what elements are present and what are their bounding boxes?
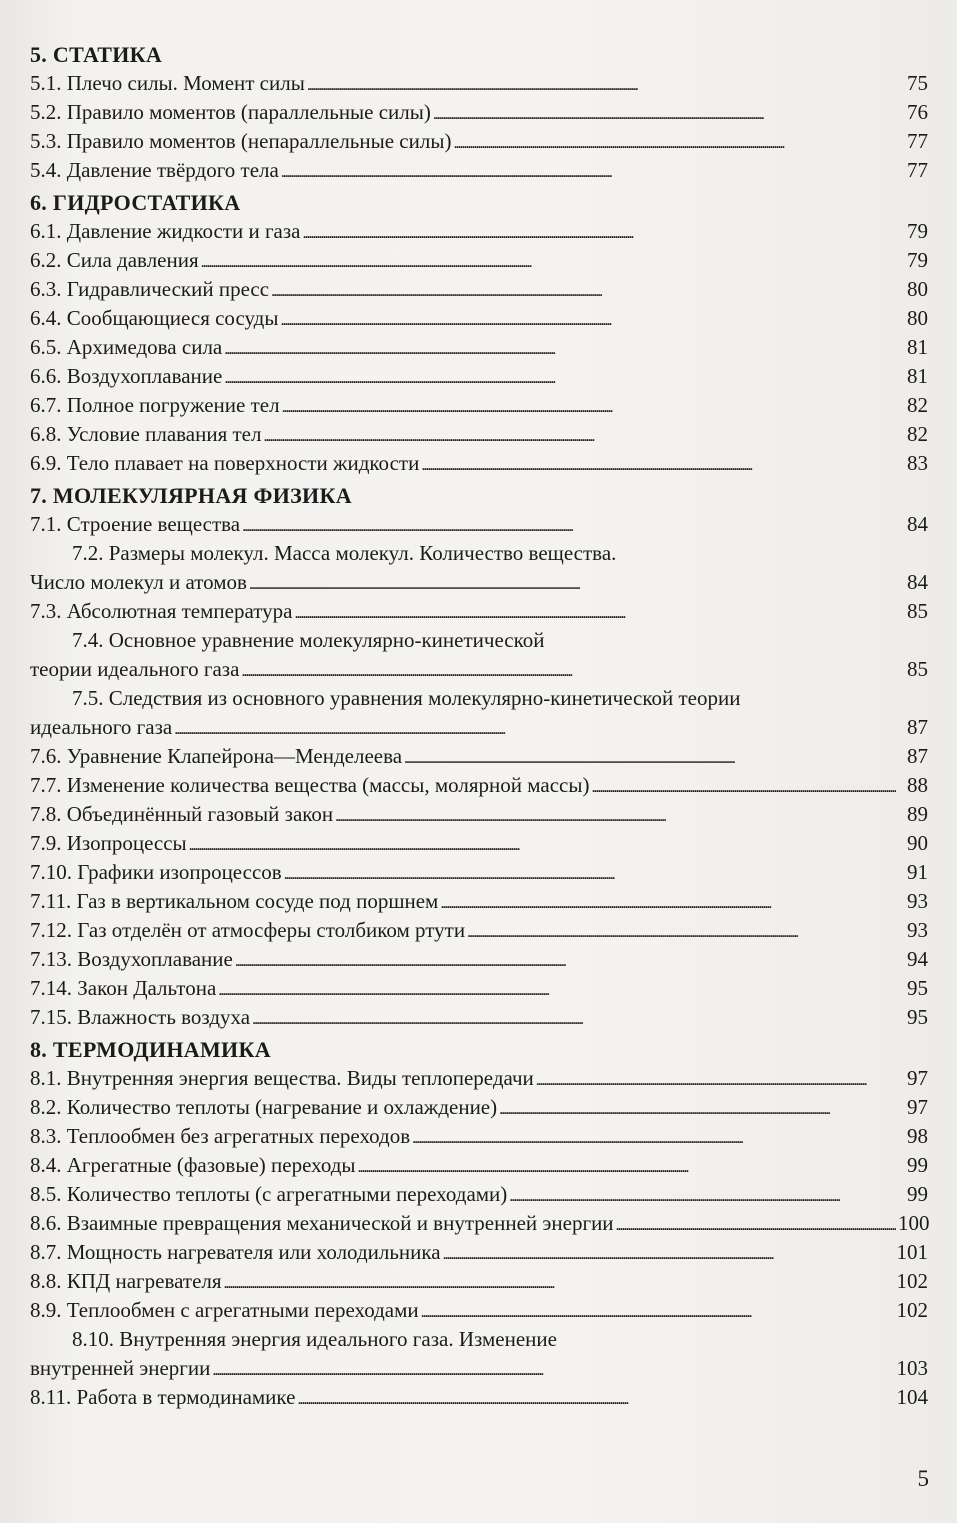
toc-entry-label: внутренней энергии	[30, 1356, 211, 1380]
toc-entry[interactable]	[30, 304, 928, 333]
toc-entry-page: 98	[907, 1124, 928, 1148]
toc-entry-label: 7.9. Изопроцессы	[30, 831, 187, 855]
toc-entry-label: 8.9. Теплообмен с агрегатными переходами	[30, 1298, 419, 1322]
toc-entry[interactable]	[30, 98, 928, 127]
toc-entry[interactable]	[30, 1383, 928, 1412]
toc-entry-label: 6.2. Сила давления	[30, 248, 199, 272]
toc-entry-page: 104	[896, 1385, 928, 1409]
toc-entry[interactable]	[30, 1151, 928, 1180]
toc-entry-page: 75	[907, 71, 928, 95]
toc-entry-label: 7.1. Строение вещества	[30, 512, 241, 536]
toc-entry-label: 7.6. Уравнение Клапейрона—Менделеева	[30, 744, 403, 768]
toc-entry[interactable]	[30, 1064, 928, 1093]
dot-leader	[536, 1064, 896, 1095]
toc-entry-page: 81	[907, 364, 928, 388]
toc-entry-page: 85	[907, 657, 928, 681]
toc-entry-label: 8.2. Количество теплоты (нагревание и охлаждение)	[30, 1095, 498, 1119]
toc-entry-page: 77	[907, 129, 928, 153]
toc-entry-label: 7.15. Влажность воздуха	[30, 1005, 251, 1029]
toc-entry-first-line: 8.10. Внутренняя энергия идеального газа. Изменение	[72, 1327, 557, 1351]
toc-entry-first-line: 7.5. Следствия из основного уравнения молекулярно-кинетической теории	[72, 686, 741, 710]
toc-entry[interactable]	[30, 127, 928, 156]
dot-leader	[282, 391, 896, 422]
toc-entry-page: 97	[907, 1066, 928, 1090]
toc-entry-page: 103	[896, 1356, 928, 1380]
toc-entry-label: 7.7. Изменение количества вещества (массы, молярной массы)	[30, 773, 590, 797]
toc-entry-page: 82	[907, 393, 928, 417]
table-of-contents	[30, 40, 928, 1412]
dot-leader	[242, 510, 896, 541]
dot-leader	[224, 1267, 895, 1298]
toc-entry-label: 8.7. Мощность нагревателя или холодильника	[30, 1240, 441, 1264]
toc-entry-label: теории идеального газа	[30, 657, 240, 681]
toc-entry[interactable]	[30, 1238, 928, 1267]
toc-entry-label: 5.3. Правило моментов (непараллельные силы)	[30, 129, 452, 153]
toc-entry-label: 7.3. Абсолютная температура	[30, 599, 293, 623]
dot-leader	[616, 1209, 896, 1240]
toc-entry-label: 6.4. Сообщающиеся сосуды	[30, 306, 279, 330]
toc-entry-label: 7.13. Воздухоплавание	[30, 947, 233, 971]
toc-entry[interactable]	[30, 713, 928, 742]
dot-leader	[467, 916, 896, 947]
toc-entry[interactable]	[30, 829, 928, 858]
toc-entry-page: 87	[907, 715, 928, 739]
toc-entry-label: 6.5. Архимедова сила	[30, 335, 223, 359]
dot-leader	[284, 858, 896, 889]
toc-entry-label: 8.6. Взаимные превращения механической и внутренней энергии	[30, 1211, 614, 1235]
dot-leader	[294, 597, 896, 628]
toc-entry-label: 8.3. Теплообмен без агрегатных переходов	[30, 1124, 411, 1148]
dot-leader	[249, 568, 896, 599]
section-heading: 6. ГИДРОСТАТИКА	[30, 190, 241, 215]
toc-entry[interactable]	[30, 246, 928, 275]
toc-entry[interactable]	[30, 916, 928, 945]
toc-entry[interactable]	[30, 974, 928, 1003]
toc-entry-first-line: 7.2. Размеры молекул. Масса молекул. Количество вещества.	[72, 541, 617, 565]
toc-entry[interactable]	[30, 597, 928, 626]
dot-leader	[263, 420, 896, 451]
toc-entry[interactable]	[30, 945, 928, 974]
toc-entry-label: 8.5. Количество теплоты (с агрегатными переходами)	[30, 1182, 508, 1206]
toc-entry[interactable]	[30, 1003, 928, 1032]
toc-entry-page: 84	[907, 570, 928, 594]
dot-leader	[412, 1122, 896, 1153]
toc-entry[interactable]	[30, 1122, 928, 1151]
toc-entry-page: 79	[907, 219, 928, 243]
toc-entry[interactable]	[30, 1209, 928, 1238]
dot-leader	[404, 742, 896, 773]
toc-entry-page: 90	[907, 831, 928, 855]
toc-entry[interactable]	[30, 449, 928, 478]
toc-entry-page: 93	[907, 889, 928, 913]
toc-entry-page: 84	[907, 512, 928, 536]
toc-entry-label: 8.11. Работа в термодинамике	[30, 1385, 296, 1409]
page-number: 5	[917, 1466, 929, 1491]
toc-entry-page: 93	[907, 918, 928, 942]
toc-entry-page: 76	[907, 100, 928, 124]
toc-entry-page: 102	[896, 1298, 928, 1322]
toc-entry-page: 83	[907, 451, 928, 475]
toc-entry-page: 101	[896, 1240, 928, 1264]
dot-leader	[281, 156, 896, 187]
dot-leader	[358, 1151, 896, 1182]
dot-leader	[189, 829, 896, 860]
dot-leader	[241, 655, 896, 686]
toc-entry-page: 88	[907, 773, 928, 797]
toc-entry-label: 7.14. Закон Дальтона	[30, 976, 217, 1000]
dot-leader	[201, 246, 896, 277]
toc-entry[interactable]	[30, 800, 928, 829]
dot-leader	[499, 1093, 896, 1124]
toc-entry[interactable]	[30, 217, 928, 246]
toc-entry-label: 5.2. Правило моментов (параллельные силы)	[30, 100, 431, 124]
toc-entry[interactable]	[30, 742, 928, 771]
toc-entry[interactable]	[30, 362, 928, 391]
toc-entry-label: 8.8. КПД нагревателя	[30, 1269, 222, 1293]
dot-leader	[297, 1383, 894, 1414]
dot-leader	[421, 449, 896, 480]
toc-entry-page: 91	[907, 860, 928, 884]
toc-entry-page: 94	[907, 947, 928, 971]
toc-entry-label: 6.8. Условие плавания тел	[30, 422, 262, 446]
toc-entry[interactable]	[30, 1354, 928, 1383]
toc-entry[interactable]	[30, 771, 928, 800]
toc-entry-label: 6.9. Тело плавает на поверхности жидкости	[30, 451, 420, 475]
toc-entry-label: идеального газа	[30, 715, 173, 739]
toc-entry-label: 6.7. Полное погружение тел	[30, 393, 280, 417]
dot-leader	[443, 1238, 895, 1269]
toc-entry-label: 5.4. Давление твёрдого тела	[30, 158, 279, 182]
toc-entry-page: 95	[907, 1005, 928, 1029]
toc-entry-label: 8.1. Внутренняя энергия вещества. Виды теплопередачи	[30, 1066, 534, 1090]
toc-entry-page: 100	[898, 1211, 930, 1235]
toc-entry-page: 97	[907, 1095, 928, 1119]
toc-entry-page: 81	[907, 335, 928, 359]
toc-entry-label: 6.6. Воздухоплавание	[30, 364, 223, 388]
toc-entry-page: 82	[907, 422, 928, 446]
toc-entry-label: 8.4. Агрегатные (фазовые) переходы	[30, 1153, 356, 1177]
toc-entry[interactable]	[30, 1296, 928, 1325]
dot-leader	[591, 771, 896, 802]
dot-leader	[303, 217, 897, 248]
toc-entry[interactable]	[30, 391, 928, 420]
toc-entry-label: 6.3. Гидравлический пресс	[30, 277, 270, 301]
dot-leader	[335, 800, 896, 831]
dot-leader	[509, 1180, 896, 1211]
toc-entry-page: 85	[907, 599, 928, 623]
toc-entry-page: 99	[907, 1153, 928, 1177]
toc-entry[interactable]	[30, 1267, 928, 1296]
toc-entry-label: 7.11. Газ в вертикальном сосуде под поршнем	[30, 889, 439, 913]
toc-entry[interactable]	[30, 568, 928, 597]
dot-leader	[224, 333, 896, 364]
toc-entry[interactable]	[30, 156, 928, 185]
toc-entry[interactable]	[30, 655, 928, 684]
toc-entry-label: Число молекул и атомов	[30, 570, 247, 594]
toc-entry[interactable]	[30, 420, 928, 449]
toc-entry-page: 102	[896, 1269, 928, 1293]
dot-leader	[252, 1003, 896, 1034]
dot-leader	[440, 887, 896, 918]
toc-entry-page: 80	[907, 277, 928, 301]
toc-entry[interactable]	[30, 1093, 928, 1122]
section-heading: 7. МОЛЕКУЛЯРНАЯ ФИЗИКА	[30, 483, 352, 508]
toc-entry[interactable]	[30, 887, 928, 916]
toc-entry-label: 7.8. Объединённый газовый закон	[30, 802, 334, 826]
toc-entry[interactable]	[30, 69, 928, 98]
dot-leader	[280, 304, 896, 335]
dot-leader	[433, 98, 896, 129]
section-heading: 5. СТАТИКА	[30, 42, 163, 67]
toc-entry-page: 80	[907, 306, 928, 330]
dot-leader	[218, 974, 896, 1005]
dot-leader	[271, 275, 896, 306]
dot-leader	[212, 1354, 894, 1385]
toc-entry-page: 87	[907, 744, 928, 768]
toc-entry[interactable]	[30, 1180, 928, 1209]
toc-entry-label: 7.12. Газ отделён от атмосферы столбиком ртути	[30, 918, 466, 942]
toc-entry-page: 79	[907, 248, 928, 272]
dot-leader	[453, 127, 896, 158]
dot-leader	[235, 945, 896, 976]
toc-entry-label: 7.10. Графики изопроцессов	[30, 860, 282, 884]
toc-entry-page: 95	[907, 976, 928, 1000]
dot-leader	[421, 1296, 895, 1327]
toc-entry[interactable]	[30, 510, 928, 539]
dot-leader	[224, 362, 896, 393]
toc-entry-first-line: 7.4. Основное уравнение молекулярно-кинетической	[72, 628, 545, 652]
toc-entry-page: 77	[907, 158, 928, 182]
toc-entry-page: 89	[907, 802, 928, 826]
dot-leader	[307, 69, 896, 100]
toc-entry-page: 99	[907, 1182, 928, 1206]
dot-leader	[174, 713, 896, 744]
toc-entry[interactable]	[30, 275, 928, 304]
section-heading: 8. ТЕРМОДИНАМИКА	[30, 1037, 271, 1062]
toc-entry-label: 6.1. Давление жидкости и газа	[30, 219, 301, 243]
toc-entry-label: 5.1. Плечо силы. Момент силы	[30, 71, 305, 95]
toc-entry[interactable]	[30, 858, 928, 887]
toc-entry[interactable]	[30, 333, 928, 362]
